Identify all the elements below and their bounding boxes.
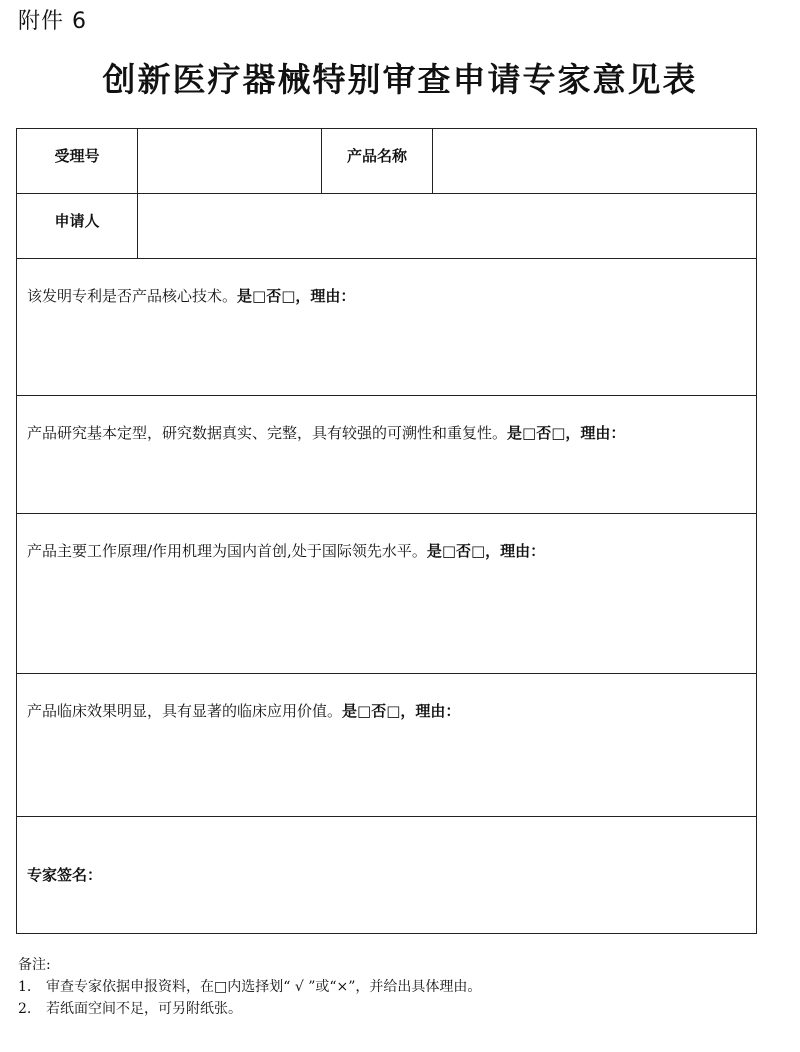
attachment-label: 附件 6 (18, 9, 87, 34)
question-patent-text: 该发明专利是否产品核心技术。 (27, 287, 238, 305)
note-item (18, 976, 481, 998)
question-clinical-choice[interactable]: 是□否□，理由： (342, 702, 461, 720)
page-title: 创新医疗器械特别审查申请专家意见表 (102, 60, 698, 99)
question-row-research (17, 396, 757, 514)
product-name-label: 产品名称 (322, 129, 433, 194)
question-research-cell[interactable] (17, 396, 757, 514)
applicant-label: 申请人 (17, 194, 138, 259)
note-number: 2. (18, 1001, 32, 1017)
applicant-field[interactable] (138, 194, 757, 259)
signature-label: 专家签名： (27, 866, 103, 884)
question-patent-cell[interactable] (17, 259, 757, 396)
acceptance-no-label: 受理号 (17, 129, 138, 194)
signature-cell[interactable] (17, 817, 757, 934)
header-row-acceptance (17, 129, 757, 194)
question-patent-choice[interactable]: 是□否□，理由： (237, 287, 356, 305)
question-research-text: 产品研究基本定型，研究数据真实、完整，具有较强的可溯性和重复性。 (27, 424, 508, 442)
notes-section (18, 954, 481, 1020)
question-research-choice[interactable]: 是□否□，理由： (507, 424, 626, 442)
note-number: 1. (18, 979, 32, 995)
note-text: 审查专家依据申报资料，在□内选择划“ √ ”或“×”，并给出具体理由。 (46, 979, 482, 995)
note-item (18, 998, 481, 1020)
expert-opinion-form (16, 128, 757, 934)
question-principle-cell[interactable] (17, 514, 757, 674)
question-principle-choice[interactable]: 是□否□，理由： (426, 542, 546, 560)
question-row-patent (17, 259, 757, 396)
notes-title: 备注: (18, 957, 51, 973)
signature-row (17, 817, 757, 934)
question-clinical-text: 产品临床效果明显，具有显著的临床应用价值。 (27, 702, 343, 720)
question-row-principle (17, 514, 757, 674)
acceptance-no-field[interactable] (138, 129, 322, 194)
question-row-clinical (17, 674, 757, 817)
header-row-applicant (17, 194, 757, 259)
question-clinical-cell[interactable] (17, 674, 757, 817)
product-name-field[interactable] (433, 129, 757, 194)
note-text: 若纸面空间不足，可另附纸张。 (46, 1001, 242, 1017)
question-principle-text: 产品主要工作原理/作用机理为国内首创,处于国际领先水平。 (27, 542, 427, 560)
